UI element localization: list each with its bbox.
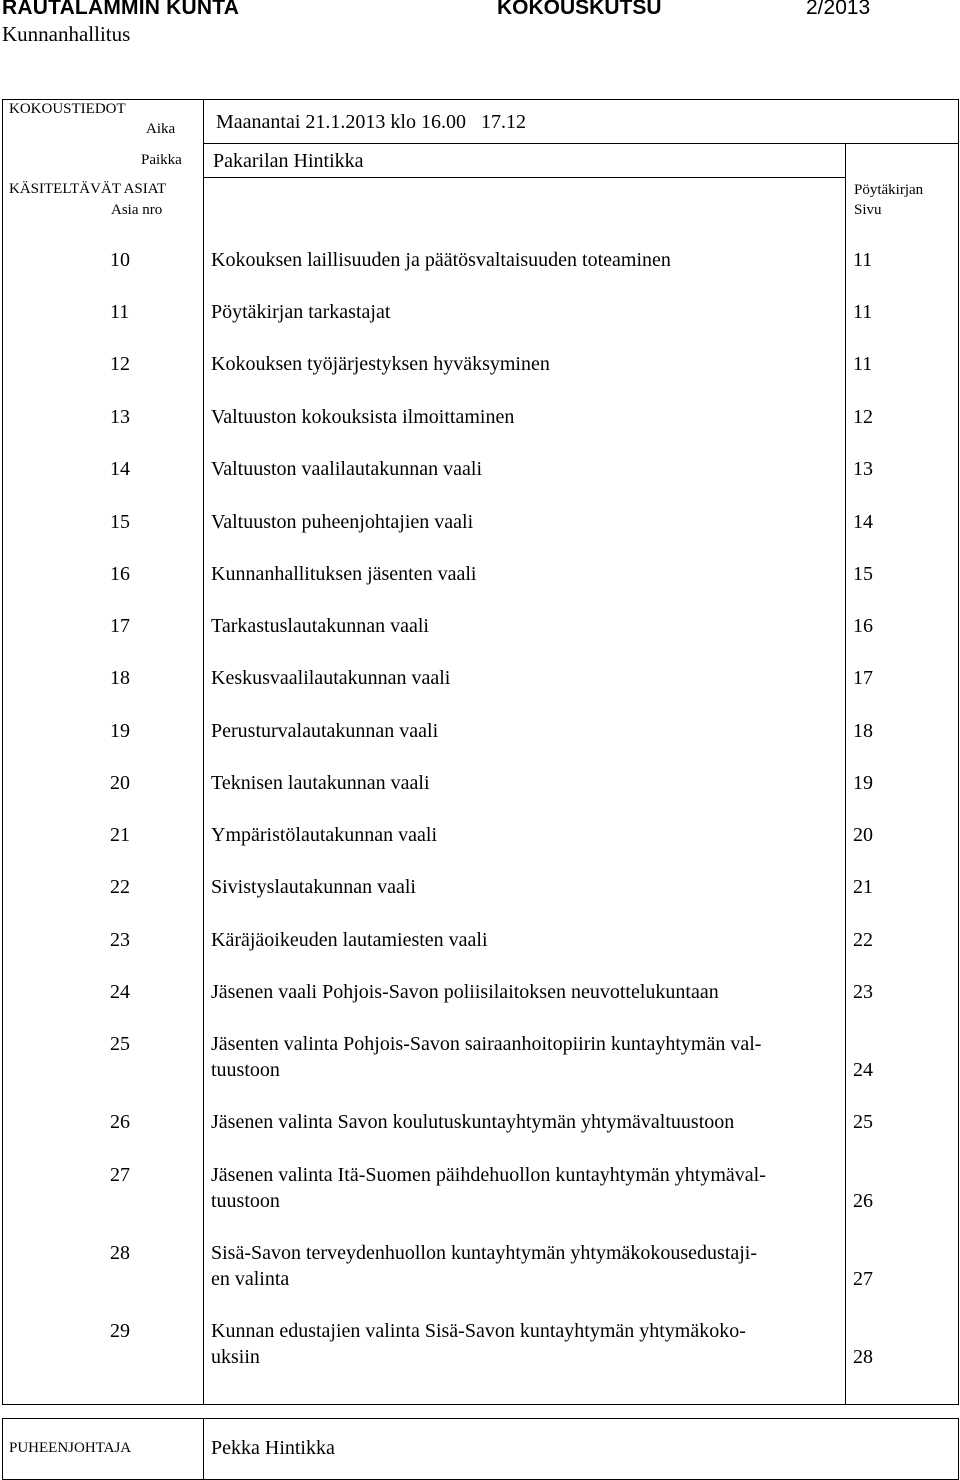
agenda-item-page: 14: [853, 511, 873, 533]
place-row-divider: [203, 177, 845, 178]
agenda-item-number: 13: [110, 406, 130, 428]
organization-name: RAUTALAMMIN KUNTA: [2, 0, 240, 19]
agenda-item-page: 27: [853, 1268, 873, 1290]
chair-table: [2, 1418, 959, 1480]
agenda-item-number: 27: [110, 1164, 130, 1186]
governing-body: Kunnanhallitus: [2, 22, 131, 46]
agenda-item-page: 17: [853, 667, 873, 689]
agenda-section-label: KÄSITELTÄVÄT ASIAT: [9, 181, 167, 197]
document-type: KOKOUSKUTSU: [497, 0, 662, 19]
agenda-item-number: 29: [110, 1320, 130, 1342]
agenda-item-page: 11: [853, 249, 873, 271]
agenda-item-number: 22: [110, 876, 130, 898]
place-label: Paikka: [141, 152, 182, 168]
agenda-item-title: Jäsenen valinta Savon koulutuskuntayhtymän yhtymävaltuustoon: [211, 1111, 735, 1133]
agenda-item-number: 16: [110, 563, 130, 585]
agenda-item-number: 25: [110, 1033, 130, 1055]
agenda-item-page: 11: [853, 353, 873, 375]
agenda-item-page: 23: [853, 981, 873, 1003]
agenda-item-page: 26: [853, 1190, 873, 1212]
agenda-item-number: 21: [110, 824, 130, 846]
agenda-item-number: 14: [110, 458, 130, 480]
agenda-item-page: 15: [853, 563, 873, 585]
agenda-item-title: Kokouksen työjärjestyksen hyväksyminen: [211, 353, 550, 375]
agenda-item-title: Kokouksen laillisuuden ja päätösvaltaisuuden toteaminen: [211, 249, 671, 271]
column-header-page-line1: Pöytäkirjan: [854, 182, 924, 198]
agenda-item-number: 17: [110, 615, 130, 637]
agenda-item-number: 11: [110, 301, 130, 323]
agenda-item-title: Kunnanhallituksen jäsenten vaali: [211, 563, 477, 585]
agenda-item-page: 13: [853, 458, 873, 480]
agenda-item-number: 28: [110, 1242, 130, 1264]
agenda-item-page: 16: [853, 615, 873, 637]
agenda-item-page: 20: [853, 824, 873, 846]
agenda-item-title: Sivistyslautakunnan vaali: [211, 876, 416, 898]
agenda-item-title: Ympäristölautakunnan vaali: [211, 824, 438, 846]
agenda-item-title: Keskusvaalilautakunnan vaali: [211, 667, 451, 689]
agenda-item-page: 28: [853, 1346, 873, 1368]
agenda-item-page: 11: [853, 301, 873, 323]
agenda-item-number: 15: [110, 511, 130, 533]
column-header-page-line2: Sivu: [854, 202, 882, 218]
agenda-item-title: Kunnan edustajien valinta Sisä-Savon kuntayhtymän yhtymäkoko- uksiin: [211, 1320, 746, 1368]
agenda-item-title: Valtuuston kokouksista ilmoittaminen: [211, 406, 515, 428]
chair-name: Pekka Hintikka: [211, 1437, 335, 1459]
agenda-item-number: 26: [110, 1111, 130, 1133]
column-header-number: Asia nro: [111, 202, 163, 218]
agenda-item-number: 10: [110, 249, 130, 271]
agenda-item-title: Teknisen lautakunnan vaali: [211, 772, 430, 794]
table-divider-left: [203, 99, 204, 1405]
place-value: Pakarilan Hintikka: [213, 150, 364, 172]
time-value: Maanantai 21.1.2013 klo 16.00 17.12: [216, 111, 526, 133]
agenda-item-page: 25: [853, 1111, 873, 1133]
table-divider-right: [845, 143, 846, 1405]
agenda-item-number: 18: [110, 667, 130, 689]
agenda-item-page: 19: [853, 772, 873, 794]
agenda-item-number: 23: [110, 929, 130, 951]
agenda-item-number: 20: [110, 772, 130, 794]
meeting-info-label: KOKOUSTIEDOT: [9, 101, 126, 117]
agenda-item-page: 22: [853, 929, 873, 951]
agenda-item-title: Jäsenen vaali Pohjois-Savon poliisilaitoksen neuvottelukuntaan: [211, 981, 719, 1003]
agenda-item-title: Jäsenten valinta Pohjois-Savon sairaanhoitopiirin kuntayhtymän val- tuustoon: [211, 1033, 762, 1081]
agenda-item-title: Käräjäoikeuden lautamiesten vaali: [211, 929, 488, 951]
agenda-item-title: Valtuuston vaalilautakunnan vaali: [211, 458, 483, 480]
agenda-item-title: Valtuuston puheenjohtajien vaali: [211, 511, 474, 533]
agenda-item-number: 12: [110, 353, 130, 375]
agenda-item-title: Pöytäkirjan tarkastajat: [211, 301, 391, 323]
chair-table-divider: [203, 1418, 204, 1480]
agenda-item-title: Sisä-Savon terveydenhuollon kuntayhtymän yhtymäkokousedustaji- en valinta: [211, 1242, 758, 1290]
agenda-item-title: Perusturvalautakunnan vaali: [211, 720, 439, 742]
time-label: Aika: [146, 121, 176, 137]
agenda-item-page: 24: [853, 1059, 873, 1081]
agenda-item-title: Tarkastuslautakunnan vaali: [211, 615, 429, 637]
chair-label: PUHEENJOHTAJA: [9, 1440, 132, 1456]
agenda-item-title: Jäsenen valinta Itä-Suomen päihdehuollon kuntayhtymän yhtymäval- tuustoon: [211, 1164, 766, 1212]
agenda-item-page: 18: [853, 720, 873, 742]
time-row-divider: [203, 143, 959, 144]
document-number: 2/2013: [806, 0, 871, 19]
agenda-item-number: 19: [110, 720, 130, 742]
agenda-item-page: 21: [853, 876, 873, 898]
agenda-item-number: 24: [110, 981, 130, 1003]
agenda-item-page: 12: [853, 406, 873, 428]
